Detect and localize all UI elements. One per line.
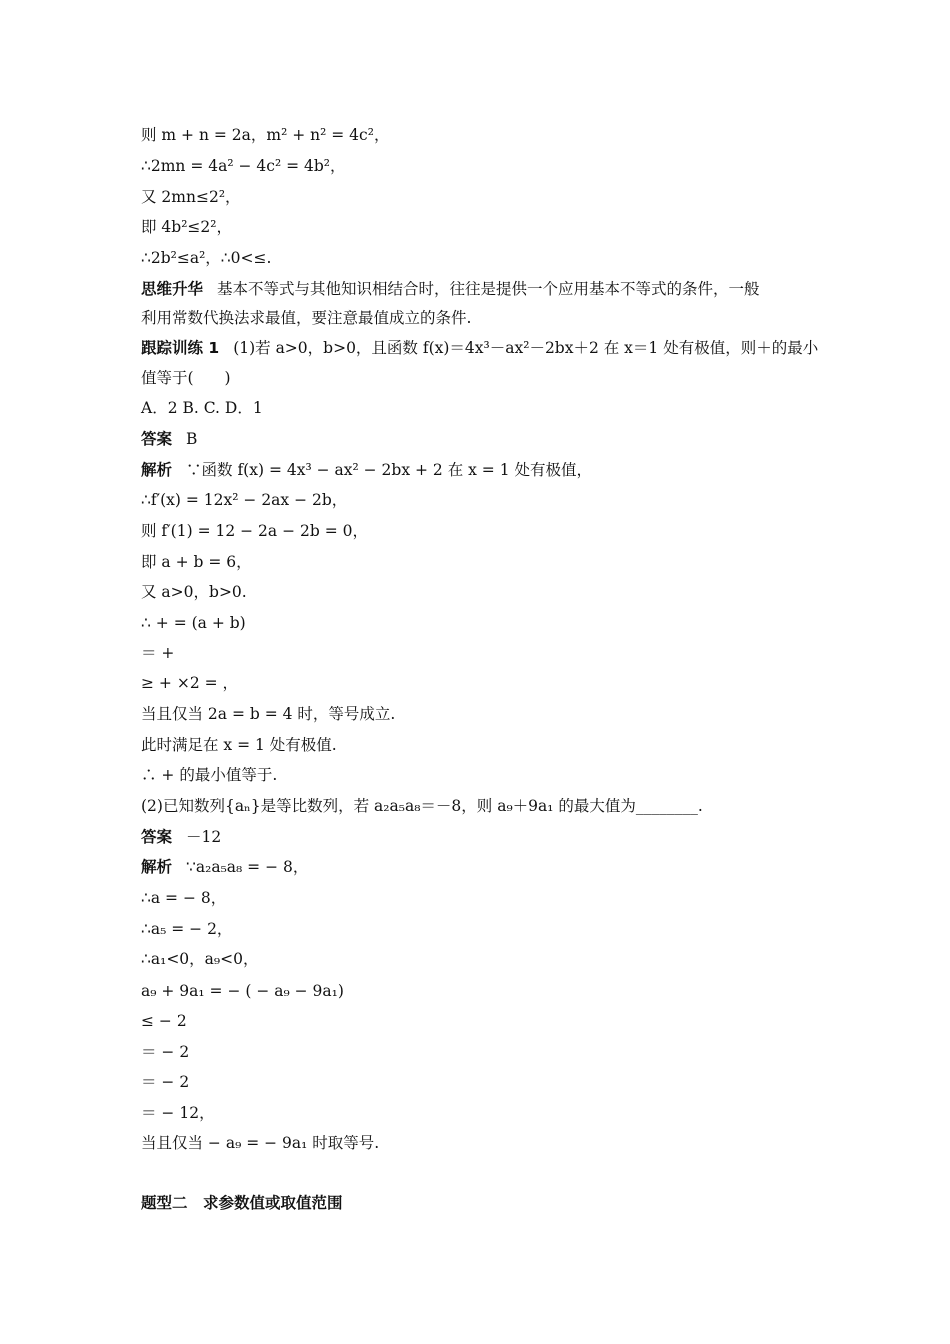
analysis-text: ∵a₂a₅a₈ = − 8，	[186, 858, 309, 876]
insight-line-1	[141, 279, 760, 299]
analysis-label: 解析	[141, 461, 173, 479]
answer-value: B	[186, 430, 198, 448]
answer-value: －12	[186, 828, 222, 846]
exercise1-analysis	[141, 460, 592, 480]
text-line: 又 2mn≤2²，	[141, 188, 241, 206]
analysis-step: ≤ − 2	[141, 1012, 187, 1030]
exercise1-options: A．2 B. C. D．1	[141, 399, 263, 417]
exercise1-answer	[141, 429, 197, 449]
text-line: ∴2b²≤a²，∴0<≤.	[141, 249, 272, 267]
insight-text: 基本不等式与其他知识相结合时，往往是提供一个应用基本不等式的条件，一般	[217, 280, 760, 298]
answer-label: 答案	[141, 430, 173, 448]
analysis-step: ∴ + 的最小值等于.	[141, 766, 278, 784]
analysis-step: ∴a₅ = − 2，	[141, 920, 233, 938]
analysis-step: a₉ + 9a₁ = − ( − a₉ − 9a₁)	[141, 982, 344, 1000]
exercise1-stem-line-2: 值等于( )	[141, 369, 231, 387]
section-title: 题型二 求参数值或取值范围	[141, 1194, 343, 1212]
analysis-step: ＝ − 12，	[141, 1104, 215, 1122]
analysis-step: ∴a = − 8，	[141, 889, 227, 907]
text-line: 则 m + n = 2a，m² + n² = 4c²，	[141, 126, 390, 144]
analysis-step: 即 a + b = 6，	[141, 553, 252, 571]
analysis-step: ∴a₁<0，a₉<0，	[141, 950, 259, 968]
analysis-step: 则 f′(1) = 12 − 2a − 2b = 0，	[141, 522, 368, 540]
analysis-step: 此时满足在 x = 1 处有极值.	[141, 736, 337, 754]
analysis-step: 当且仅当 − a₉ = − 9a₁ 时取等号.	[141, 1134, 380, 1152]
analysis-step: ≥ + ×2 = ，	[141, 674, 239, 692]
analysis-step: ∴ + = (a + b)	[141, 614, 246, 632]
exercise2-answer	[141, 827, 221, 847]
analysis-step: ＝ +	[141, 644, 175, 662]
analysis-text: ∵函数 f(x) = 4x³ − ax² − 2bx + 2 在 x = 1 处有极值，	[186, 461, 593, 479]
insight-label: 思维升华	[141, 280, 204, 298]
exercise2-stem: (2)已知数列{aₙ}是等比数列，若 a₂a₅a₈＝－8，则 a₉＋9a₁ 的最大值为________.	[141, 797, 703, 815]
analysis-step: ∴f′(x) = 12x² − 2ax − 2b，	[141, 491, 348, 509]
exercise-label: 跟踪训练 1	[141, 339, 220, 357]
analysis-step: 又 a>0，b>0.	[141, 583, 247, 601]
analysis-step: ＝ − 2	[141, 1073, 190, 1091]
analysis-step: ＝ − 2	[141, 1043, 190, 1061]
analysis-label: 解析	[141, 858, 173, 876]
exercise2-analysis	[141, 857, 308, 877]
text-line: 即 4b²≤2²，	[141, 218, 232, 236]
answer-label: 答案	[141, 828, 173, 846]
text-line: ∴2mn = 4a² − 4c² = 4b²，	[141, 157, 346, 175]
exercise-stem: (1)若 a>0，b>0，且函数 f(x)＝4x³－ax²－2bx＋2 在 x＝1 处有极值，则＋的最小	[233, 339, 819, 357]
exercise1-stem-line-1	[141, 338, 818, 358]
analysis-step: 当且仅当 2a = b = 4 时，等号成立.	[141, 705, 396, 723]
insight-line-2: 利用常数代换法求最值，要注意最值成立的条件.	[141, 309, 472, 327]
